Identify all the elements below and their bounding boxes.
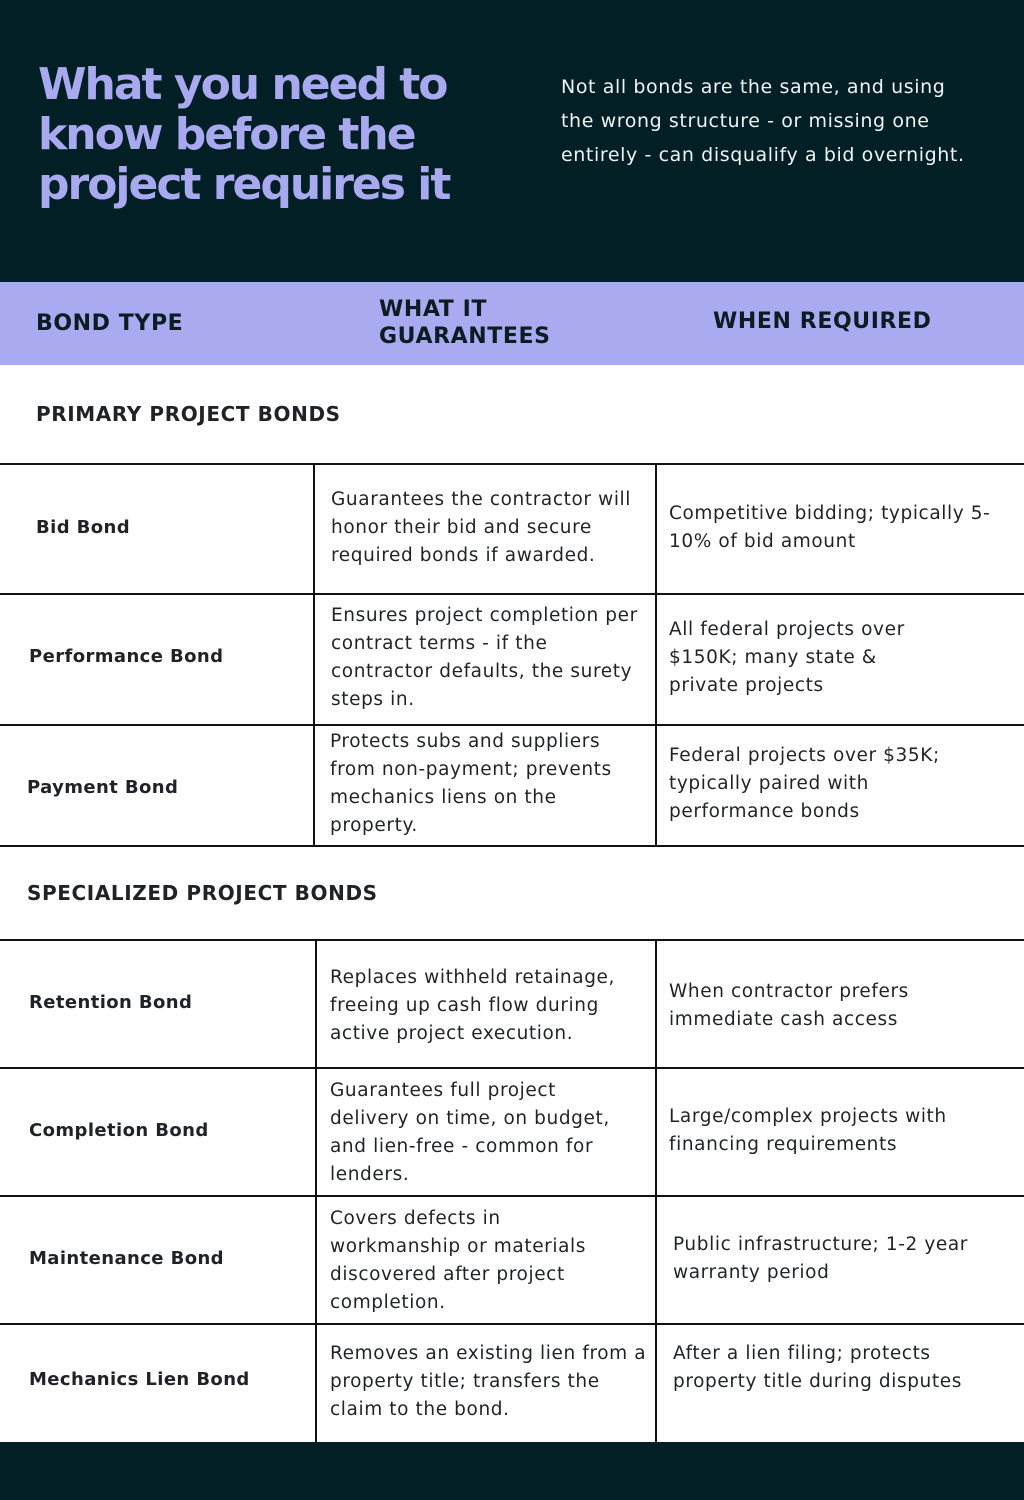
- bond-guarantees: Guarantees the contractor will honor their bid and secure required bonds if awarded.: [331, 489, 632, 566]
- bond-name: Maintenance Bond: [29, 1248, 224, 1269]
- column-header-when-required: WHEN REQUIRED: [713, 309, 932, 334]
- table-row: [0, 1325, 1024, 1442]
- section-title-specialized: SPECIALIZED PROJECT BONDS: [27, 881, 378, 905]
- bond-name: Mechanics Lien Bond: [29, 1369, 250, 1390]
- table-row: [0, 1069, 1024, 1195]
- footer-band: [0, 1442, 1024, 1500]
- intro-text: Not all bonds are the same, and using the wrong structure - or missing one entirely - can disqualify a bid overnight.: [561, 76, 965, 166]
- bond-guarantees: Covers defects in workmanship or materials discovered after project completion.: [330, 1208, 587, 1313]
- bond-guarantees: Protects subs and suppliers from non-payment; prevents mechanics liens on the property.: [330, 731, 612, 836]
- bond-name: Performance Bond: [29, 646, 224, 667]
- table-row: [0, 726, 1024, 845]
- table-row: [0, 941, 1024, 1067]
- bond-guarantees: Guarantees full project delivery on time, on budget, and lien-free - common for lenders.: [330, 1080, 610, 1185]
- section-title-primary: PRIMARY PROJECT BONDS: [36, 402, 341, 426]
- column-header-what-it-guarantees: WHAT IT GUARANTEES: [379, 297, 551, 349]
- bond-name: Completion Bond: [29, 1120, 209, 1141]
- table-row: [0, 465, 1024, 593]
- bond-guarantees: Removes an existing lien from a property title; transfers the claim to the bond.: [330, 1343, 647, 1420]
- bond-when-required: Public infrastructure; 1-2 year warranty period: [673, 1234, 968, 1283]
- page-title: What you need to know before the project requires it: [38, 59, 450, 210]
- bond-when-required: Competitive bidding; typically 5-10% of bid amount: [669, 503, 991, 552]
- bond-name: Bid Bond: [36, 517, 131, 538]
- hero-banner: [0, 0, 1024, 282]
- bond-guarantees: Replaces withheld retainage, freeing up cash flow during active project execution.: [330, 967, 615, 1044]
- bond-when-required: Large/complex projects with financing requirements: [669, 1106, 947, 1155]
- row-divider: [0, 845, 1024, 847]
- bond-name: Payment Bond: [27, 777, 179, 798]
- bond-name: Retention Bond: [29, 992, 193, 1013]
- table-row: [0, 595, 1024, 724]
- bond-when-required: Federal projects over $35K; typically paired with performance bonds: [669, 745, 940, 822]
- column-header-bond-type: BOND TYPE: [36, 311, 184, 336]
- bond-when-required: After a lien filing; protects property title during disputes: [673, 1343, 962, 1392]
- bond-when-required: All federal projects over $150K; many state & private projects: [669, 619, 905, 696]
- table-row: [0, 1197, 1024, 1323]
- bond-guarantees: Ensures project completion per contract terms - if the contractor defaults, the surety steps in.: [331, 605, 638, 710]
- table-header: [0, 282, 1024, 365]
- bond-when-required: When contractor prefers immediate cash access: [669, 981, 909, 1030]
